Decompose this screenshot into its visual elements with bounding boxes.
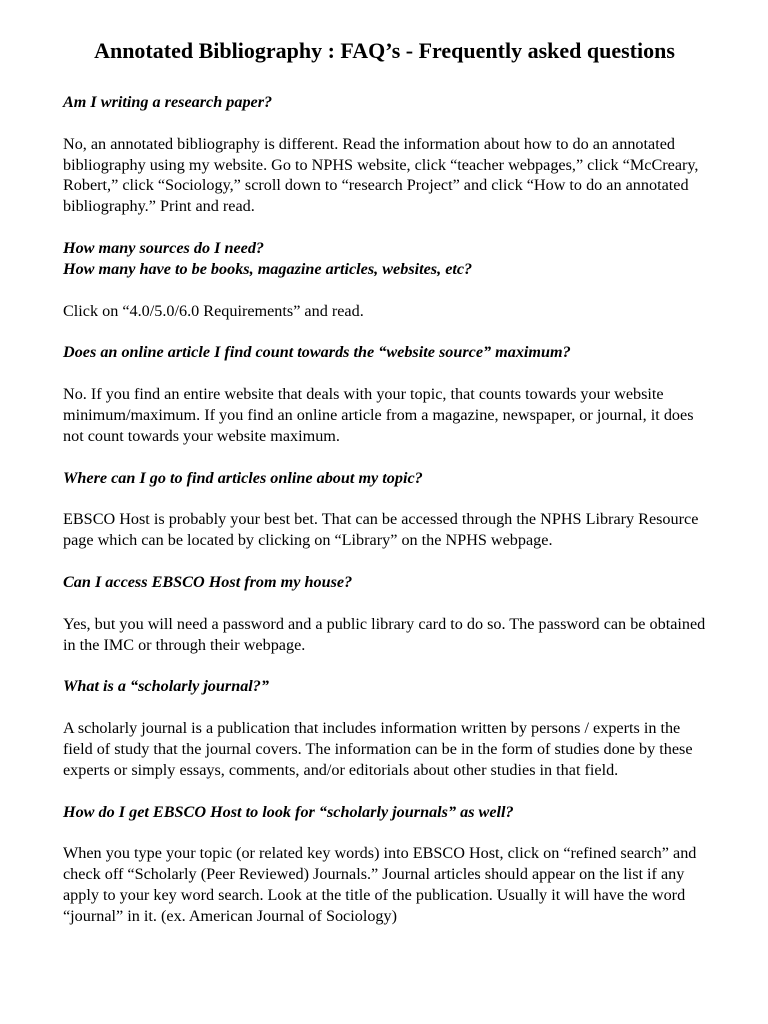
faq-question-line: Where can I go to find articles online about my topic? <box>63 468 423 487</box>
faq-item-sources <box>63 238 706 321</box>
faq-question <box>63 572 706 593</box>
faq-question <box>63 802 706 823</box>
faq-question <box>63 342 706 363</box>
faq-question <box>63 92 706 113</box>
faq-answer: No, an annotated bibliography is different. Read the information about how to do an annotated bibliography using my website. Go to NPHS website, click “teacher webpages,” click “McCreary, Robert,” click “Sociology,” scroll down to “research Project” and click “How to do an annotated bibliography.” Print and read. <box>63 134 699 216</box>
faq-answer: When you type your topic (or related key words) into EBSCO Host, click on “refined search” and check off “Scholarly (Peer Reviewed) Journals.” Journal articles should appear on the list if any apply to your key word search. Look at the title of the publication. Usually it will have the word “journal” in it. (ex. American Journal of Sociology) <box>63 844 697 925</box>
faq-question <box>63 238 706 280</box>
faq-question-line: How many sources do I need? <box>63 238 265 257</box>
page-title: Annotated Bibliography : FAQ’s - Frequently asked questions <box>94 38 675 63</box>
faq-question <box>63 676 706 697</box>
faq-item-scholarly-journal <box>63 676 706 780</box>
faq-answer: Click on “4.0/5.0/6.0 Requirements” and read. <box>63 301 364 320</box>
faq-answer: A scholarly journal is a publication that includes information written by persons / experts in the field of study that the journal covers. The information can be in the form of studies done by these experts or simply essays, comments, and/or editorials about other studies in that field. <box>63 719 693 779</box>
faq-answer: Yes, but you will need a password and a public library card to do so. The password can be obtained in the IMC or through their webpage. <box>63 614 706 654</box>
faq-question-line: How do I get EBSCO Host to look for “scholarly journals” as well? <box>63 802 514 821</box>
faq-question-line: Does an online article I find count towards the “website source” maximum? <box>63 343 571 362</box>
faq-item-online-article <box>63 342 706 446</box>
faq-question-line: Can I access EBSCO Host from my house? <box>63 572 353 591</box>
faq-question-line: What is a “scholarly journal?” <box>63 677 269 696</box>
faq-item-find-articles <box>63 468 706 551</box>
faq-question-line: How many have to be books, magazine articles, websites, etc? <box>63 259 473 278</box>
faq-item-research-paper <box>63 92 706 217</box>
faq-answer: EBSCO Host is probably your best bet. That can be accessed through the NPHS Library Resource page which can be located by clicking on “Library” on the NPHS webpage. <box>63 510 699 550</box>
faq-item-ebsco-scholarly <box>63 802 706 927</box>
faq-question-line: Am I writing a research paper? <box>63 93 273 111</box>
faq-answer: No. If you find an entire website that deals with your topic, that counts towards your website minimum/maximum. If you find an online article from a magazine, newspaper, or journal, it does not count towards your website maximum. <box>63 385 694 445</box>
faq-item-home-access <box>63 572 706 655</box>
faq-question <box>63 468 706 489</box>
